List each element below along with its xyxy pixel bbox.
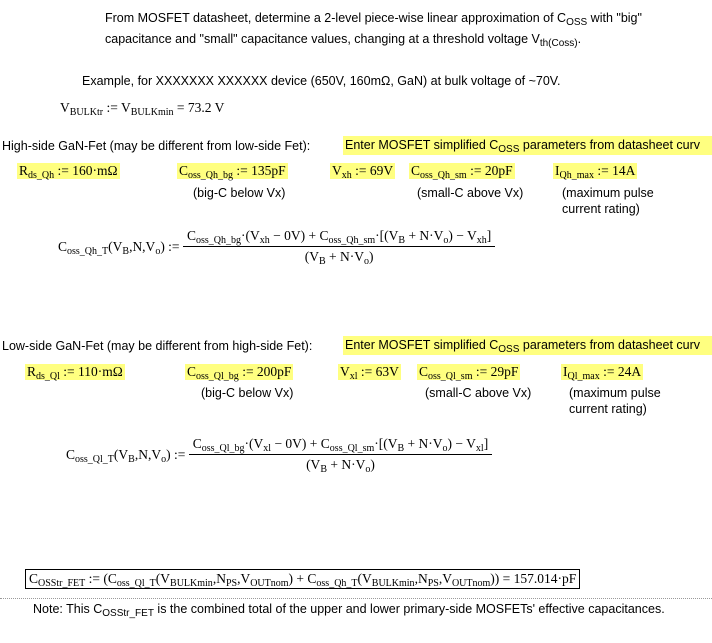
vxl-field[interactable]: $V_{xl}$ := 63V bbox=[340, 364, 399, 382]
intro-line-1: From MOSFET datasheet, determine a 2-level piece-wise linear approximation of $C_{OSS}$ with "big" bbox=[105, 11, 642, 28]
coss-total-equation[interactable]: $C_{OSStr\_FET}$ := $(C_{oss\_Ql\_T}(V_{BULKmin},N_{PS},V_{OUTnom}) + C_{oss\_Qh\_T}(V_{BULKmin},N_{PS},V_{OUTnom})) = 157.014\cdot pF$ bbox=[25, 569, 580, 589]
coss-qh-bg-note: (big-C below Vx) bbox=[193, 186, 286, 200]
vbulk-definition[interactable]: $V_{BULKtr}$ := $V_{BULKmin} = 73.2$ V bbox=[60, 100, 225, 118]
coss-qh-sm-note: (small-C above Vx) bbox=[417, 186, 524, 200]
rds-qh-field[interactable]: $R_{ds\_Qh}$ := 160·mΩ bbox=[19, 163, 118, 181]
iql-max-note-2: current rating) bbox=[569, 402, 647, 416]
rds-ql-field[interactable]: $R_{ds\_Ql}$ := 110·mΩ bbox=[27, 364, 123, 382]
iqh-max-field[interactable]: $I_{Qh\_max}$ := 14A bbox=[555, 163, 636, 181]
low-side-heading: Low-side GaN-Fet (may be different from high-side Fet): bbox=[2, 339, 313, 353]
low-side-banner: Enter MOSFET simplified $C_{OSS}$ parameters from datasheet curv bbox=[343, 336, 712, 355]
coss-qh-sm-field[interactable]: $C_{oss\_Qh\_sm}$ := 20pF bbox=[411, 163, 513, 181]
coss-qh-bg-field[interactable]: $C_{oss\_Qh\_bg}$ := 135pF bbox=[179, 163, 286, 181]
iql-max-field[interactable]: $I_{Ql\_max}$ := 24A bbox=[563, 364, 642, 382]
vxh-field[interactable]: $V_{xh}$ := 69V bbox=[332, 163, 394, 181]
high-side-heading: High-side GaN-Fet (may be different from low-side Fet): bbox=[2, 139, 311, 153]
intro-line-2: capacitance and "small" capacitance values, changing at a threshold voltage $V_{th(Coss)}$. bbox=[105, 32, 582, 49]
coss-ql-sm-note: (small-C above Vx) bbox=[425, 386, 532, 400]
coss-qh-t-equation[interactable]: $C_{oss\_Qh\_T}(V_B,N,V_o)$ := $\frac{C_{oss\_Qh\_bg}\cdot(V_{xh} - 0V) + C_{oss\_Qh\_sm}\cdot[(V_B + N\cdot V_o) - V_{xh}]}{(V_B + N\cdot V_o)}$ bbox=[58, 228, 495, 265]
coss-ql-bg-field[interactable]: $C_{oss\_Ql\_bg}$ := 200pF bbox=[187, 364, 292, 382]
coss-ql-sm-field[interactable]: $C_{oss\_Ql\_sm}$ := 29pF bbox=[419, 364, 519, 382]
coss-ql-bg-note: (big-C below Vx) bbox=[201, 386, 294, 400]
coss-ql-t-equation[interactable]: $C_{oss\_Ql\_T}(V_B,N,V_o)$ := $\frac{C_{oss\_Ql\_bg}\cdot(V_{xl} - 0V) + C_{oss\_Ql\_sm}\cdot[(V_B + N\cdot V_o) - V_{xl}]}{(V_B + N\cdot V_o)}$ bbox=[66, 436, 492, 473]
example-line: Example, for XXXXXXX XXXXXX device (650V, 160mΩ, GaN) at bulk voltage of ~70V. bbox=[82, 74, 561, 88]
page-divider bbox=[0, 598, 712, 599]
iql-max-note-1: (maximum pulse bbox=[569, 386, 661, 400]
footnote: Note: This $C_{OSStr\_FET}$ is the combined total of the upper and lower primary-side MOSFETs' effective capacitances. bbox=[33, 602, 665, 619]
iqh-max-note-2: current rating) bbox=[562, 202, 640, 216]
high-side-banner: Enter MOSFET simplified $C_{OSS}$ parameters from datasheet curv bbox=[343, 136, 712, 155]
iqh-max-note-1: (maximum pulse bbox=[562, 186, 654, 200]
